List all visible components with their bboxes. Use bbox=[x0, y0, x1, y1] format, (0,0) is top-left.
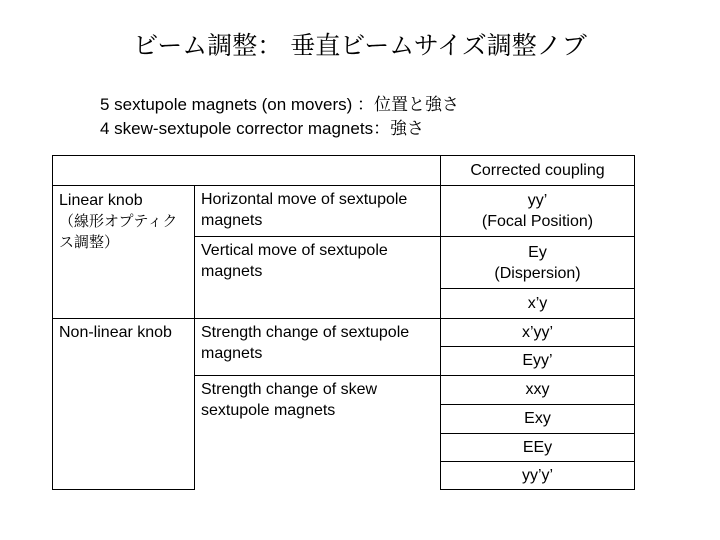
action-vertical-move bbox=[195, 237, 441, 289]
coupling-exy-cell bbox=[441, 405, 635, 434]
header-label: Corrected coupling bbox=[470, 162, 605, 179]
header-empty-2 bbox=[195, 156, 441, 186]
coupling-yyy-cell bbox=[441, 462, 635, 490]
header-corrected-coupling bbox=[441, 156, 635, 186]
coupling-yy: yy’ bbox=[527, 192, 548, 209]
action-horizontal-move-label: Horizontal move of sextupole magnets bbox=[201, 191, 408, 229]
action-vertical-move-label: Vertical move of sextupole magnets bbox=[201, 242, 388, 280]
bullet-list bbox=[100, 93, 459, 141]
coupling-focal-position: (Focal Position) bbox=[481, 213, 594, 230]
action-strength-change bbox=[195, 319, 441, 376]
coupling-xyy: x’yy’ bbox=[521, 323, 554, 341]
action-skew-strength-change bbox=[195, 376, 441, 490]
coupling-xy-cell bbox=[441, 289, 635, 319]
nonlinear-knob-cell bbox=[53, 319, 195, 490]
coupling-exy: Exy bbox=[524, 410, 551, 427]
coupling-xyy-cell bbox=[441, 319, 635, 347]
nonlinear-knob-label: Non-linear knob bbox=[59, 324, 172, 341]
coupling-dispersion: (Dispersion) bbox=[494, 264, 581, 282]
knob-table bbox=[52, 155, 635, 490]
coupling-eey-cell bbox=[441, 434, 635, 462]
header-empty-1 bbox=[53, 156, 195, 186]
linear-knob-label-ja-2: ス調整） bbox=[59, 233, 120, 251]
coupling-eyy-cell bbox=[441, 347, 635, 376]
action-vertical-move-cont bbox=[195, 289, 441, 319]
bullet-sextupole: 5 sextupole magnets (on movers) ：位置と強さ bbox=[100, 95, 460, 114]
coupling-eyy: Eyy’ bbox=[522, 352, 553, 369]
action-skew-strength-change-label: Strength change of skew sextupole magnets bbox=[201, 381, 378, 419]
slide-title: ビーム調整： 垂直ビームサイズ調整ノブ bbox=[133, 31, 587, 60]
linear-knob-label: Linear knob bbox=[59, 192, 143, 209]
coupling-xxy: xxy bbox=[525, 381, 550, 398]
coupling-focal-cell bbox=[441, 186, 635, 237]
linear-knob-cell bbox=[53, 186, 195, 319]
bullet-skew-sextupole: 4 skew-sextupole corrector magnets：強さ bbox=[100, 119, 425, 138]
coupling-xxy-cell bbox=[441, 376, 635, 405]
coupling-eey: EEy bbox=[522, 438, 553, 456]
coupling-dispersion-cell bbox=[441, 237, 635, 289]
action-horizontal-move bbox=[195, 186, 441, 237]
coupling-ey: Ey bbox=[528, 243, 547, 261]
coupling-yyy: yy’y’ bbox=[521, 466, 554, 484]
linear-knob-label-ja-1: （線形オプティク bbox=[59, 212, 178, 230]
action-strength-change-label: Strength change of sextupole magnets bbox=[201, 324, 410, 362]
coupling-xy: x’y bbox=[527, 294, 548, 312]
